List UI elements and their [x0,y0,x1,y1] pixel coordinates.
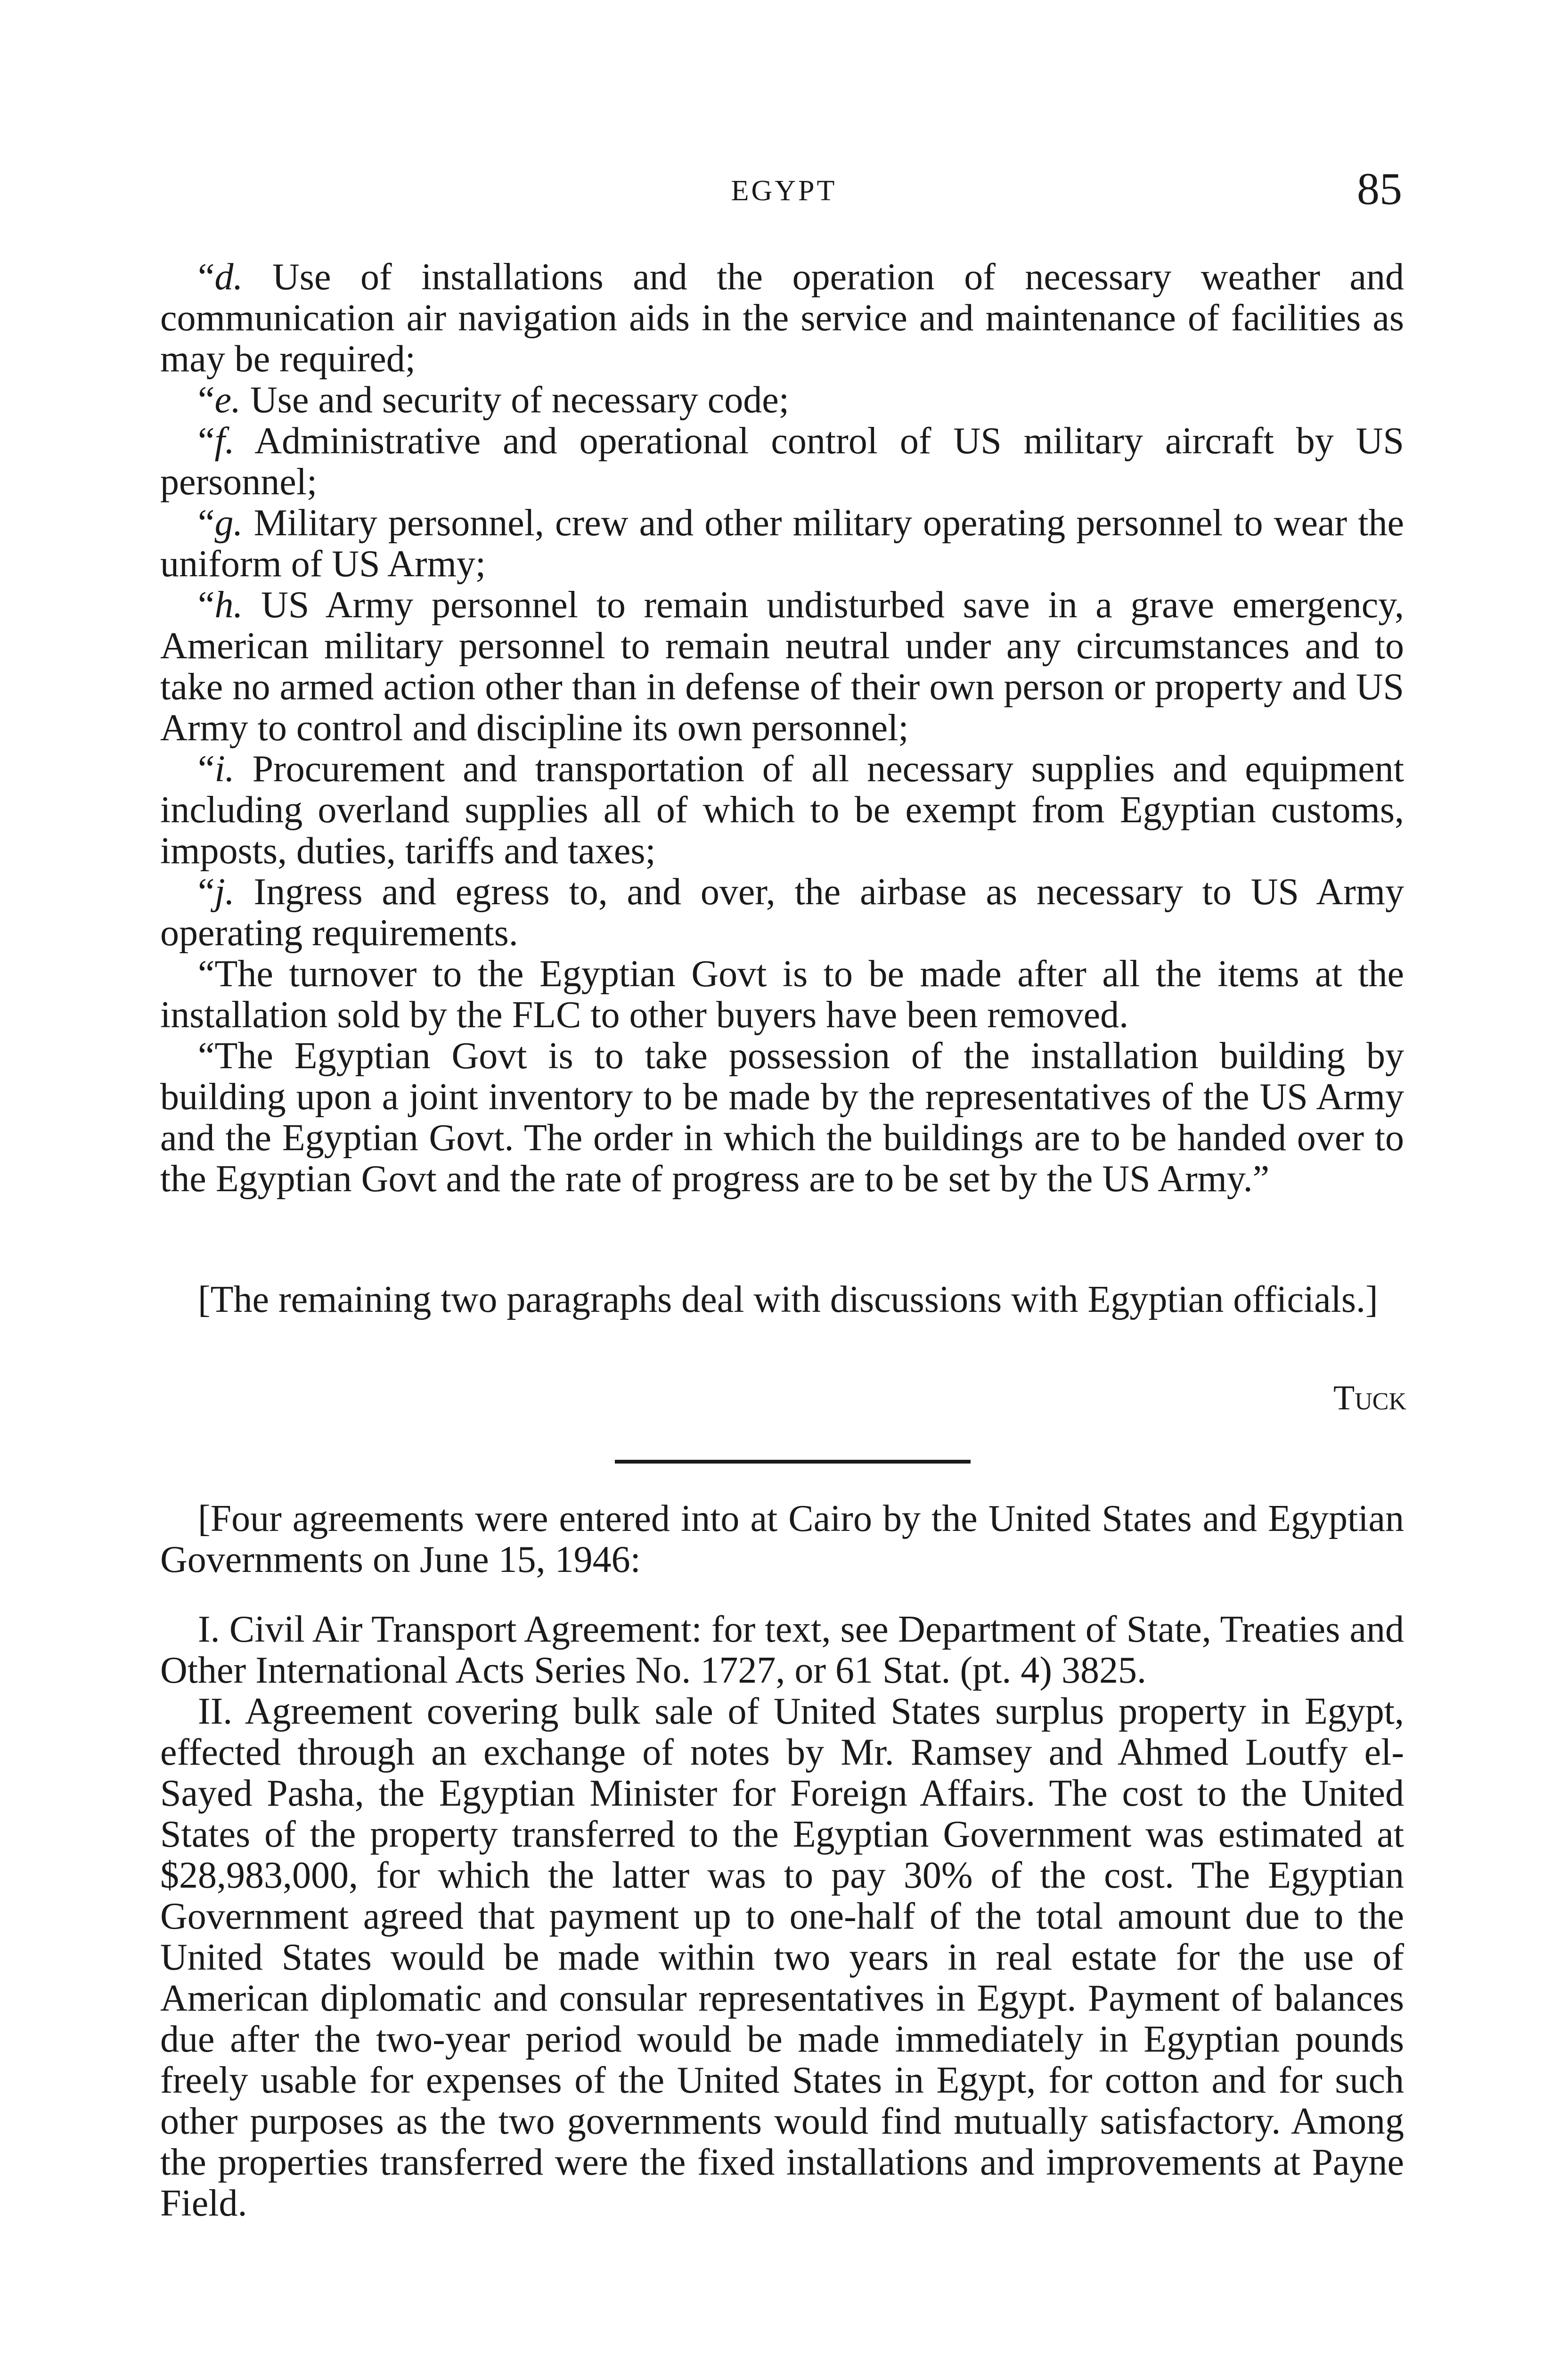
open-quote: “ [198,420,215,462]
item-text: Administrative and operational control of US military aircraft by US personnel; [160,420,1404,503]
item-text: Procurement and transportation of all necessary supplies and equipment including overland supplies all of which to be exempt from Egyptian customs, imposts, duties, tariffs and taxes; [160,748,1404,872]
open-quote: “ [198,256,215,298]
signature: Tuck [1333,1379,1406,1417]
editorial-note [160,1279,1404,1320]
item-text: Use of installations and the operation of necessary weather and communication air navigation aids in the service and maintenance of facilities as may be required; [160,256,1404,380]
running-head: EGYPT [731,175,837,207]
item-text: US Army personnel to remain undisturbed save in a grave emergency, American military personnel to remain neutral under any circumstances and to take no armed action other than in defense of their own person or property and US Army to control and discipline its own personnel; [160,584,1404,749]
item-letter: i. [214,748,235,790]
item-text: Military personnel, crew and other military operating personnel to wear the uniform of US Army; [160,502,1404,585]
list-item [160,503,1404,585]
item-letter: h. [214,584,243,626]
item-letter: e. [214,379,241,421]
open-quote: “ [198,584,215,626]
list-item [160,749,1404,872]
agreement-item: I. Civil Air Transport Agreement: for text, see Department of State, Treaties and Other International Acts Series No. 1727, or 61 Stat. (pt. 4) 3825. [160,1609,1404,1691]
list-item [160,257,1404,380]
editorial-note-text: [The remaining two paragraphs deal with discussions with Egyptian officials.] [198,1279,1378,1320]
item-letter: j. [214,871,235,913]
list-item [160,585,1404,749]
open-quote: “ [198,502,215,544]
open-quote: “ [198,871,215,913]
item-letter: d. [214,256,243,298]
item-text: Ingress and egress to, and over, the airbase as necessary to US Army operating requirements. [160,871,1404,954]
open-quote: “ [198,379,215,421]
open-quote: “ [198,748,215,790]
list-item [160,421,1404,503]
list-item [160,872,1404,954]
item-text: Use and security of necessary code; [241,379,790,421]
agreements-list [160,1609,1404,2224]
item-letter: f. [214,420,235,462]
quoted-paragraph: “The turnover to the Egyptian Govt is to be made after all the items at the installation sold by the FLC to other buyers have been removed. [160,953,1404,1036]
agreements-intro-text: [Four agreements were entered into at Cairo by the United States and Egyptian Governments on June 15, 1946: [160,1498,1404,1580]
quoted-telegram-block [160,257,1404,1200]
quoted-paragraph: “The Egyptian Govt is to take possession of the installation building by building upon a joint inventory to be made by the representatives of the US Army and the Egyptian Govt. The order in which the buildings are to be handed over to the Egyptian Govt and the rate of progress are to be set by the US Army.” [160,1035,1404,1200]
agreements-intro [160,1498,1404,1580]
agreement-item: II. Agreement covering bulk sale of United States surplus property in Egypt, effected through an exchange of notes by Mr. Ramsey and Ahmed Loutfy el-Sayed Pasha, the Egyptian Minister for Foreign Affairs. The cost to the United States of the property transferred to the Egyptian Government was estimated at $28,983,000, for which the latter was to pay 30% of the cost. The Egyptian Government agreed that payment up to one-half of the total amount due to the United States would be made within two years in real estate for the use of American diplomatic and consular representatives in Egypt. Payment of balances due after the two-year period would be made immediately in Egyptian pounds freely usable for expenses of the United States in Egypt, for cotton and for such other purposes as the two governments would find mutually satisfactory. Among the properties transferred were the fixed installations and improvements at Payne Field. [160,1691,1404,2224]
page-number: 85 [1357,164,1402,214]
section-divider [615,1460,971,1464]
list-item [160,380,1404,421]
item-letter: g. [214,502,243,544]
